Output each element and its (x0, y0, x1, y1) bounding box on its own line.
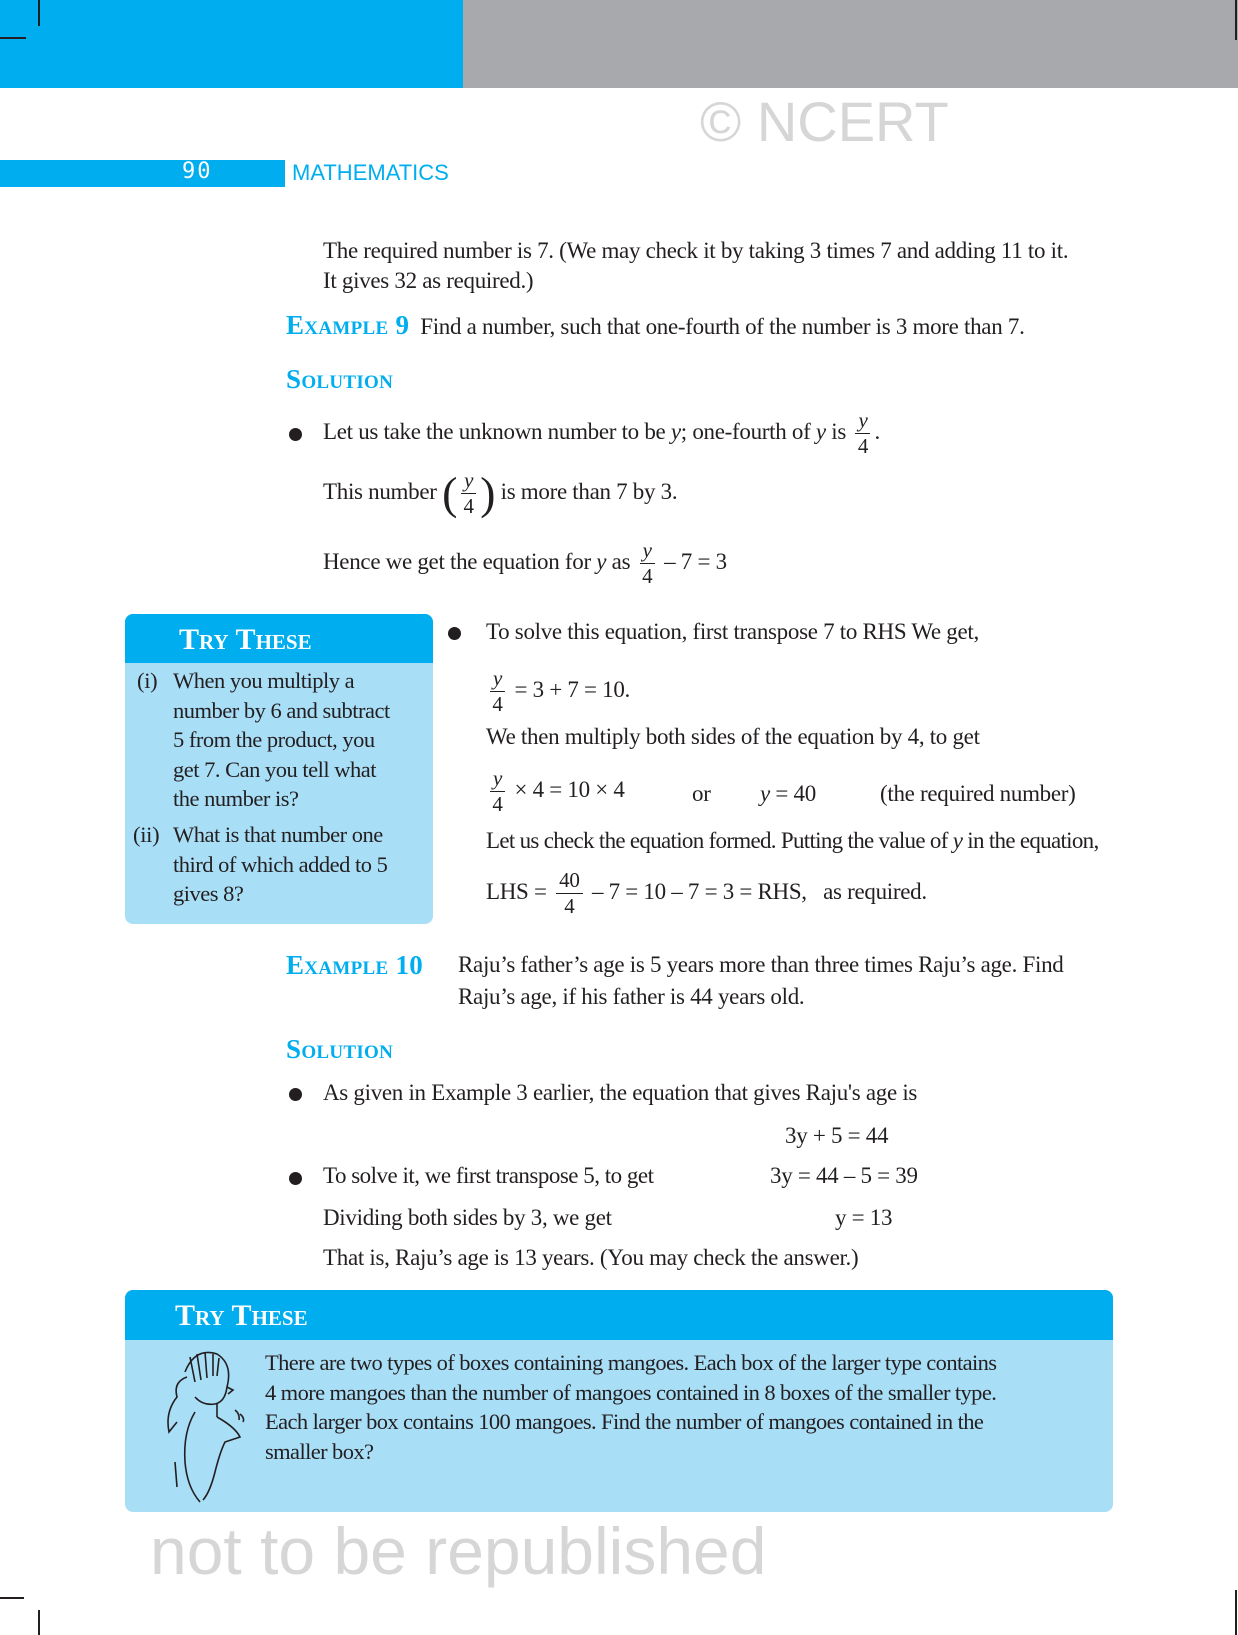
fraction (640, 540, 655, 587)
question-line: the number is? (173, 786, 299, 811)
text: or (692, 781, 711, 806)
equation: = 3 + 7 = 10. (514, 676, 630, 702)
text: as (611, 548, 631, 574)
text: We then multiply both sides of the equation by 4, to get (486, 724, 980, 749)
numerator: y (490, 668, 505, 692)
intro-line: It gives 32 as required.) (323, 268, 534, 293)
question-line: smaller box? (265, 1438, 374, 1464)
girl-illustration-icon (155, 1342, 245, 1507)
top-gray-band (463, 0, 1238, 88)
bullet-icon (448, 627, 461, 640)
equation: – 7 = 10 – 7 = 3 = RHS, (592, 878, 807, 904)
intro-line: The required number is 7. (We may check it by taking 3 times 7 and adding 11 to it. (323, 238, 1069, 263)
question-line: third of which added to 5 (173, 851, 388, 877)
var: y (760, 781, 770, 806)
solution-heading: Solution (286, 1034, 394, 1064)
numerator: y (461, 470, 476, 494)
question-line: 5 from the product, you (173, 727, 375, 752)
example-10-label: Example 10 (286, 950, 424, 980)
try-these-box (125, 614, 433, 924)
text: To solve this equation, first transpose 7 to RHS We get, (486, 619, 979, 644)
bullet-icon (289, 1172, 302, 1185)
crop-mark (0, 1597, 24, 1599)
try-these-box (125, 1290, 1113, 1512)
text: ; one-fourth of (680, 418, 816, 444)
text: – 7 = 3 (664, 548, 727, 574)
question-line: Each larger box contains 100 mangoes. Find the number of mangoes contained in the (265, 1409, 984, 1434)
denominator: 4 (564, 894, 575, 918)
example-9-text: Find a number, such that one-fourth of the number is 3 more than 7. (420, 314, 1025, 339)
fraction (461, 470, 476, 517)
text: LHS = (486, 878, 547, 904)
var: y (815, 418, 826, 444)
question-number: (ii) (133, 822, 160, 847)
text: Let us check the equation formed. Putting the value of (486, 828, 953, 853)
question-line: What is that number one (173, 822, 383, 847)
crop-mark (1235, 0, 1237, 40)
crop-mark (38, 0, 40, 26)
numerator: y (855, 410, 870, 434)
example-9-label: Example 9 (286, 310, 410, 340)
bullet-icon (289, 428, 302, 441)
bullet-icon (289, 1088, 302, 1101)
var: y (596, 548, 607, 574)
page-number: 90 (182, 159, 213, 184)
crop-mark (1235, 1590, 1237, 1635)
equation: 3y + 5 = 44 (785, 1123, 889, 1148)
question-line: 4 more mangoes than the number of mangoes contained in 8 boxes of the smaller type. (265, 1379, 997, 1405)
try-these-title: Try These (179, 623, 312, 656)
text: as required. (823, 878, 927, 904)
text: is more than 7 by 3. (500, 478, 678, 504)
var: y (670, 418, 681, 444)
denominator: 4 (463, 494, 474, 518)
crop-mark (0, 37, 26, 39)
text: Raju’s father’s age is 5 years more than three times Raju’s age. Find (458, 952, 1064, 977)
text: in the equation, (962, 828, 1099, 853)
text: Raju’s age, if his father is 44 years old. (458, 984, 805, 1009)
text: is (825, 418, 846, 444)
numerator: 40 (556, 870, 582, 894)
fraction (490, 768, 505, 815)
equation: y = 13 (835, 1205, 893, 1230)
subject-title: MATHEMATICS (292, 160, 449, 185)
numerator: y (640, 540, 655, 564)
fraction (490, 668, 505, 715)
crop-mark (38, 1610, 40, 1635)
question-line: number by 6 and subtract (173, 697, 390, 723)
text: This number (323, 478, 437, 504)
fraction (556, 870, 582, 917)
question-line: get 7. Can you tell what (173, 756, 376, 782)
question-line: There are two types of boxes containing mangoes. Each box of the larger type contains (265, 1350, 997, 1375)
watermark-text: not to be republished (150, 1514, 767, 1588)
denominator: 4 (492, 692, 503, 716)
denominator: 4 (492, 792, 503, 816)
denominator: 4 (642, 564, 653, 588)
try-these-title: Try These (175, 1299, 308, 1332)
question-line: When you multiply a (173, 668, 355, 693)
text: That is, Raju’s age is 13 years. (You may check the answer.) (323, 1245, 859, 1270)
text: Dividing both sides by 3, we get (323, 1205, 612, 1230)
equation: × 4 = 10 × 4 (514, 776, 625, 802)
fraction (855, 410, 870, 457)
text: To solve it, we first transpose 5, to get (323, 1163, 654, 1188)
denominator: 4 (857, 434, 869, 458)
equation: 3y = 44 – 5 = 39 (770, 1163, 918, 1188)
text: Let us take the unknown number to be (323, 418, 671, 444)
page-number-bar (0, 160, 285, 187)
text: (the required number) (880, 781, 1076, 806)
var: y (952, 828, 963, 853)
solution-heading: Solution (286, 364, 394, 394)
numerator: y (490, 768, 505, 792)
question-line: gives 8? (173, 881, 244, 906)
top-blue-band (0, 0, 463, 88)
text: As given in Example 3 earlier, the equation that gives Raju's age is (323, 1080, 918, 1105)
watermark-copyright: © NCERT (700, 90, 949, 153)
textbook-page: 90 MATHEMATICS © NCERT not to be republished The required number is 7. (We may check it by taking 3 times 7 and adding 11 to it. It gives 32 as required.) Example 9 Find a number, such that one-fourth of the number is 3 more than 7. Solution Let us take the unknown number to be y; one-fourth of y is $\frac{y}{4}$ . This number ( $\frac{y}{4}$ ) is more than 7 by 3. Hence we get the equation for y as $\frac{y}{4}$ – 7 = 3 Try These (i) When you multiply a number by 6 and subtract 5 from the product, you get 7. Can you tell what the number is? (ii) What is that number one third of which added to 5 gives 8? To solve this equation, first transpose 7 to RHS We get, $\frac{y}{4}$ = 3 + 7 = 10. We then multiply both sides of the equation by 4, to get $\frac{y}{4}$ × 4 = 10 × 4 or y = 40 (the required number) Let us check the equation formed. Putting the value of y in the equation, LHS = $\frac{40}{4}$ – 7 = 10 – 7 = 3 = RHS, as required. Example 10 Raju’s father’s age is 5 years more than three times Raju’s age. Find Raju’s age, if his father is 44 years old. Solution As given in Example 3 earlier, the equation that gives Raju's age is 3y + 5 = 44 To solve it, we first transpose 5, to get 3y = 44 – 5 = 39 Dividing both sides by 3, we get y = 13 That is, Raju’s age is 13 years. (You may check the answer.) Try These There are two types of boxes containing mangoes. Each box of the larger type contains 4 more mangoes than the number of mangoes contained in 8 boxes of the smaller type. Each larger box contains 100 mangoes. Find the number of mangoes contained in the smaller box? (0, 0, 1238, 1635)
equation: = 40 (775, 781, 816, 806)
question-number: (i) (137, 668, 158, 693)
text: Hence we get the equation for (323, 548, 591, 574)
